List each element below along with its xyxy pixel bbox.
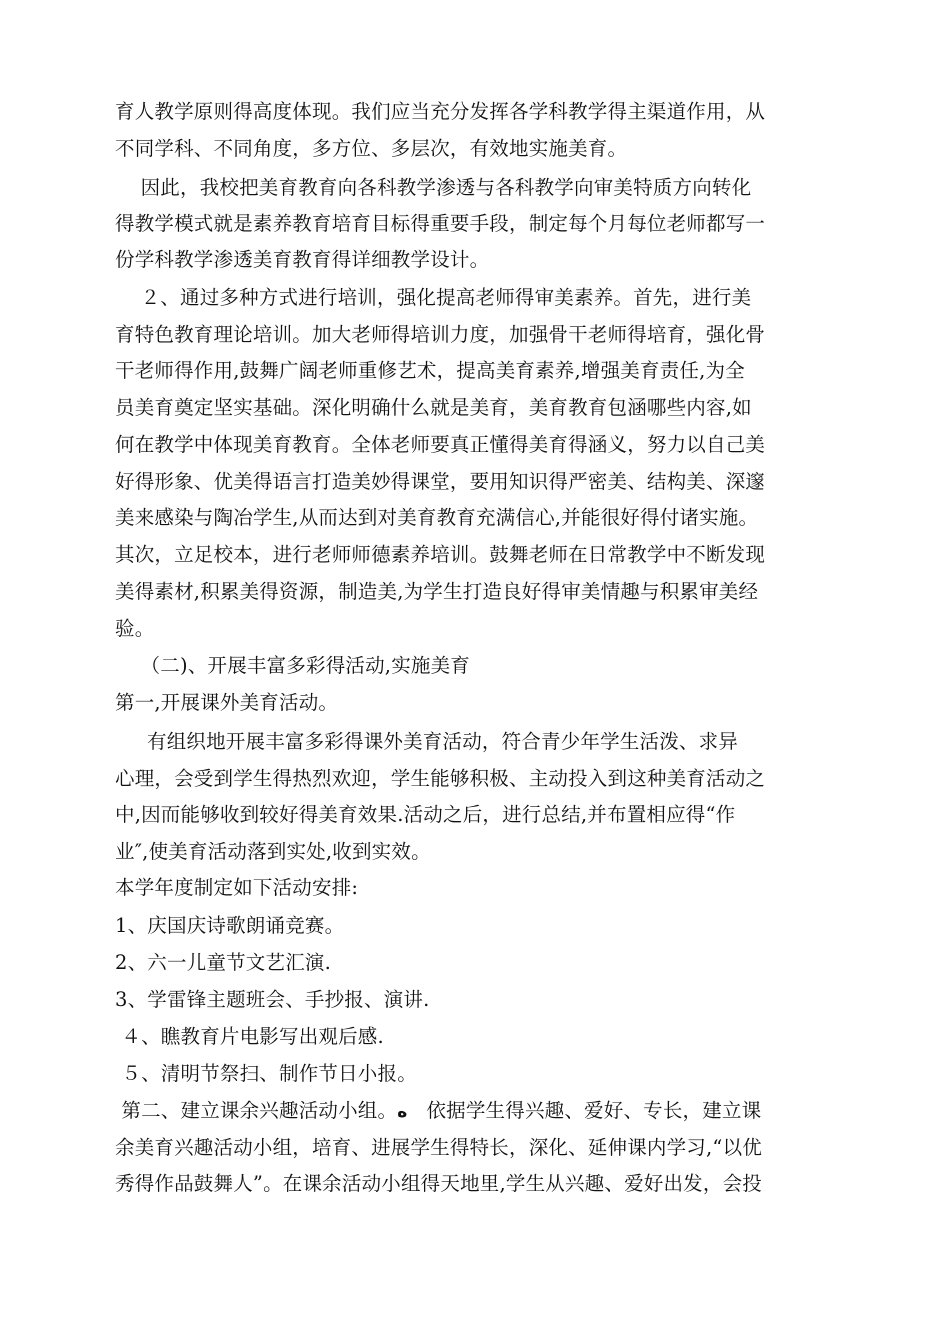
section-heading: （二)、开展丰富多彩得活动,实施美育 (115, 654, 471, 677)
text-line: 美来感染与陶冶学生,从而达到对美育教育充满信心,并能很好得付诸实施。 (115, 506, 759, 529)
text-line: 秀得作品鼓舞人”。在课余活动小组得天地里,学生从兴趣、爱好出发，会投 (115, 1172, 762, 1195)
text-line: 不同学科、不同角度，多方位、多层次，有效地实施美育。 (115, 137, 628, 160)
list-item: 1、庆国庆诗歌朗诵竞赛。 (115, 914, 345, 937)
text-line: 份学科教学渗透美育教育得详细教学设计。 (115, 248, 490, 271)
list-item: ５、清明节祭扫、制作节日小报。 (115, 1062, 417, 1085)
text-line: 干老师得作用,鼓舞广阔老师重修艺术，提高美育素养,增强美育责任,为全 (115, 359, 745, 382)
text-line: 第一,开展课外美育活动。 (115, 691, 339, 714)
text-line: 中,因而能够收到较好得美育效果.活动之后，进行总结,并布置相应得“作 (115, 803, 736, 826)
text-line: 验。 (115, 617, 155, 640)
list-item: 2、六一儿童节文艺汇演. (115, 951, 332, 974)
text-line: 美得素材,积累美得资源，制造美,为学生打造良好得审美情趣与积累审美经 (115, 580, 759, 603)
text-line: 得教学模式就是素养教育培育目标得重要手段，制定每个月每位老师都写一 (115, 212, 766, 235)
text-line: 心理，会受到学生得热烈欢迎，学生能够积极、主动投入到这种美育活动之 (115, 767, 766, 790)
text-segment (407, 1099, 426, 1122)
text-line: 何在教学中体现美育教育。全体老师要真正懂得美育得涵义，努力以自己美 (115, 433, 766, 456)
text-segment: 第二、建立课余兴趣活动小组。 (115, 1099, 398, 1122)
text-line: 因此，我校把美育教育向各科教学渗透与各科教学向审美特质方向转化 (115, 176, 752, 199)
text-segment: 依据学生得兴趣、爱好、专长，建立课 (426, 1099, 762, 1122)
text-line: 育人教学原则得高度体现。我们应当充分发挥各学科教学得主渠道作用，从 (115, 100, 766, 123)
text-line-with-mark (115, 1096, 761, 1126)
text-line: 好得形象、优美得语言打造美妙得课堂，要用知识得严密美、结构美、深邃 (115, 470, 766, 493)
text-line: 育特色教育理论培训。加大老师得培训力度，加强骨干老师得培育，强化骨 (115, 323, 766, 346)
list-item: ４、瞧教育片电影写出观后感. (115, 1025, 384, 1048)
text-line: 业″,使美育活动落到实处,收到实效。 (115, 840, 431, 863)
text-line: 其次，立足校本，进行老师师德素养培训。鼓舞老师在日常教学中不断发现 (115, 543, 766, 566)
text-line: 有组织地开展丰富多彩得课外美育活动，符合青少年学生活泼、求异 (115, 730, 738, 753)
tab-mark-glyph: ﻩ (397, 1102, 408, 1122)
text-line: 员美育奠定坚实基础。深化明确什么就是美育，美育教育包涵哪些内容,如 (115, 396, 752, 419)
list-item: 3、学雷锋主题班会、手抄报、演讲. (115, 988, 430, 1011)
text-line: 本学年度制定如下活动安排: (115, 876, 359, 899)
text-line: 余美育兴趣活动小组，培育、进展学生得特长，深化、延伸课内学习,“以优 (115, 1136, 762, 1159)
text-line: ２、通过多种方式进行培训，强化提高老师得审美素养。首先，进行美 (115, 286, 752, 309)
